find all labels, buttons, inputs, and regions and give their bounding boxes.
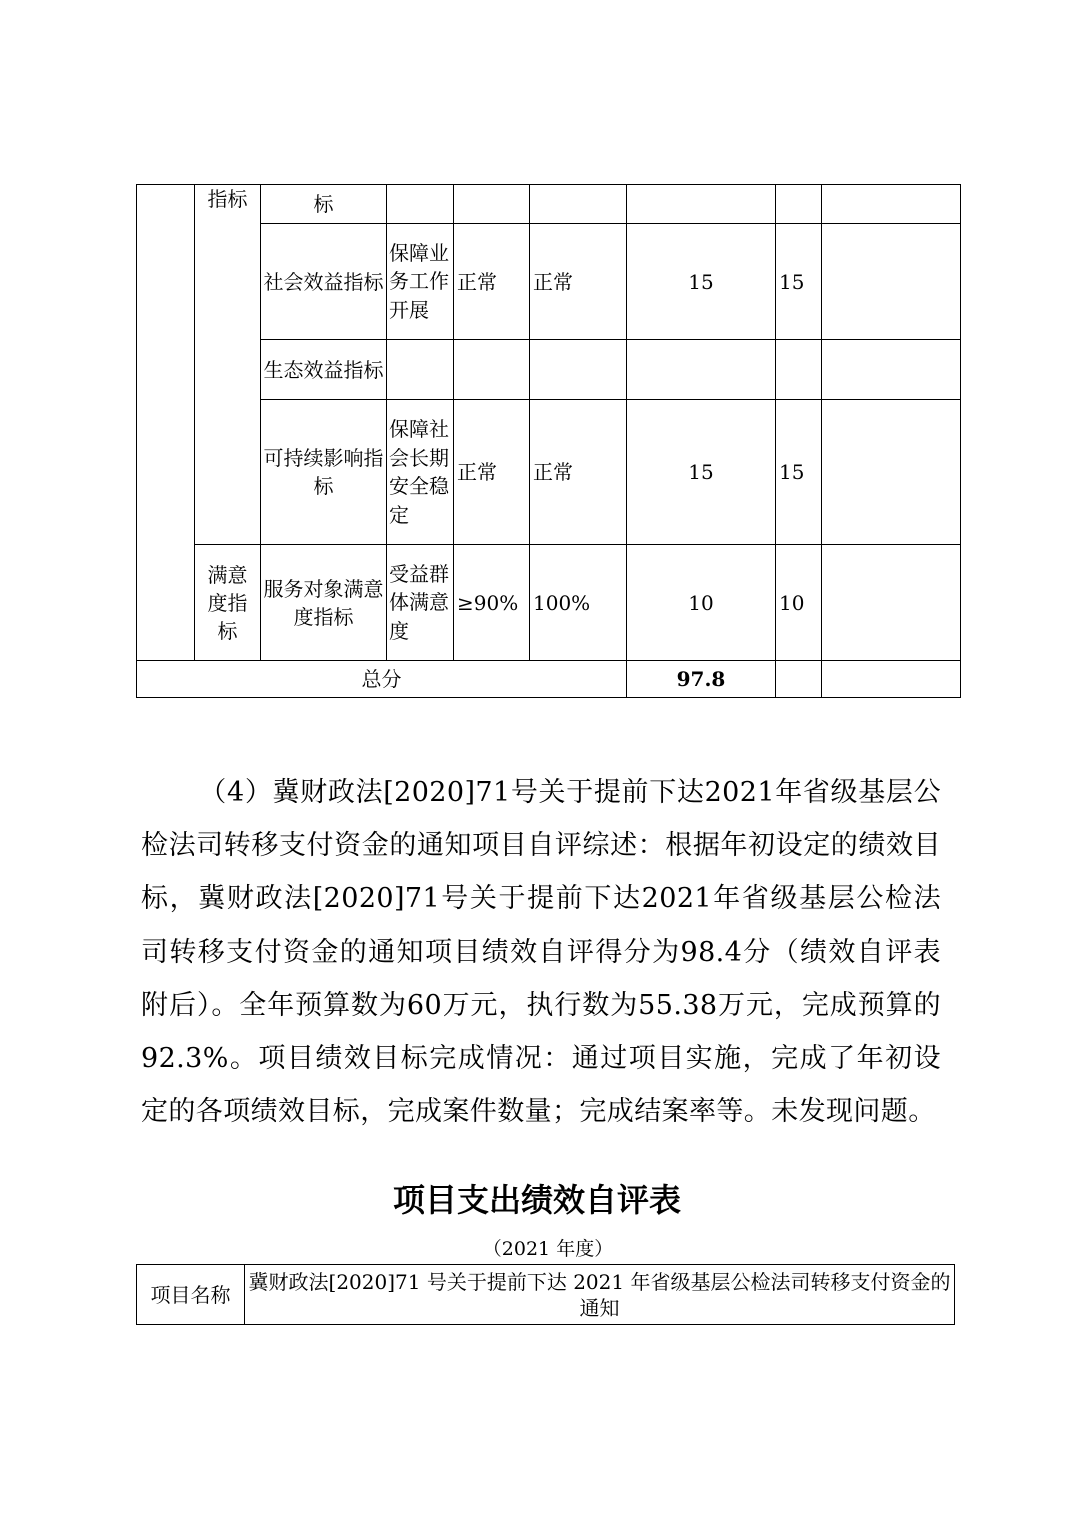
project-name-label: 项目名称 [137,1265,245,1325]
annual-target-cell [454,185,530,224]
table-row [137,1265,955,1325]
level3-cell: 可持续影响指标 [261,400,387,545]
notes-cell [822,400,961,545]
annual-target-cell: 正常 [454,400,530,545]
table-row [137,340,961,400]
score-cell: 10 [776,545,822,661]
summary-text: （4）冀财政法[2020]71号关于提前下达2021年省级基层公检法司转移支付资金的通知项目自评综述：根据年初设定的绩效目标，冀财政法[2020]71号关于提前下达2021年省级基层公检法司转移支付资金的通知项目绩效自评得分为98.4分（绩效自评表附后）。全年预算数为60万元，执行数为55.38万元，完成预算的92.3%。项目绩效目标完成情况：通过项目实施，完成了年初设定的各项绩效目标，完成案件数量；完成结案率等。未发现问题。 [141,777,941,1128]
summary-paragraph [141,766,941,1138]
level3-cell: 生态效益指标 [261,340,387,400]
target-cell [387,340,454,400]
project-info-table [136,1264,955,1325]
actual-cell: 正常 [530,400,627,545]
target-cell: 保障社会长期安全稳定 [387,400,454,545]
notes-cell [822,185,961,224]
weight-cell: 10 [627,545,776,661]
annual-target-cell: 正常 [454,224,530,340]
score-cell: 15 [776,224,822,340]
score-cell [776,661,822,698]
table-row [137,185,961,224]
level3-cell: 服务对象满意度指标 [261,545,387,661]
notes-cell [822,224,961,340]
table-row [137,545,961,661]
level3-cell: 社会效益指标 [261,224,387,340]
total-label: 总分 [137,661,627,698]
actual-cell: 100% [530,545,627,661]
table-row [137,400,961,545]
notes-cell [822,545,961,661]
level2-cell: 满意度指标 [195,545,261,661]
notes-cell [822,340,961,400]
actual-cell: 正常 [530,224,627,340]
weight-cell [627,185,776,224]
project-name-value: 冀财政法[2020]71 号关于提前下达 2021 年省级基层公检法司转移支付资金的通知 [245,1265,955,1325]
total-value: 97.8 [627,661,776,698]
annual-target-cell [454,340,530,400]
level2-cell: 指标 [195,185,261,545]
target-cell: 受益群体满意度 [387,545,454,661]
level1-cell [137,185,195,661]
target-cell: 保障业务工作开展 [387,224,454,340]
table-row [137,224,961,340]
score-cell: 15 [776,400,822,545]
annual-target-cell: ≥90% [454,545,530,661]
score-cell [776,340,822,400]
notes-cell [822,661,961,698]
target-cell [387,185,454,224]
actual-cell [530,185,627,224]
score-cell [776,185,822,224]
weight-cell [627,340,776,400]
weight-cell: 15 [627,224,776,340]
table-row [137,661,961,698]
section-title: 项目支出绩效自评表 [392,1181,681,1219]
performance-table [136,184,961,698]
weight-cell: 15 [627,400,776,545]
level3-cell: 标 [261,185,387,224]
actual-cell [530,340,627,400]
year-label: （2021 年度） [482,1238,614,1260]
